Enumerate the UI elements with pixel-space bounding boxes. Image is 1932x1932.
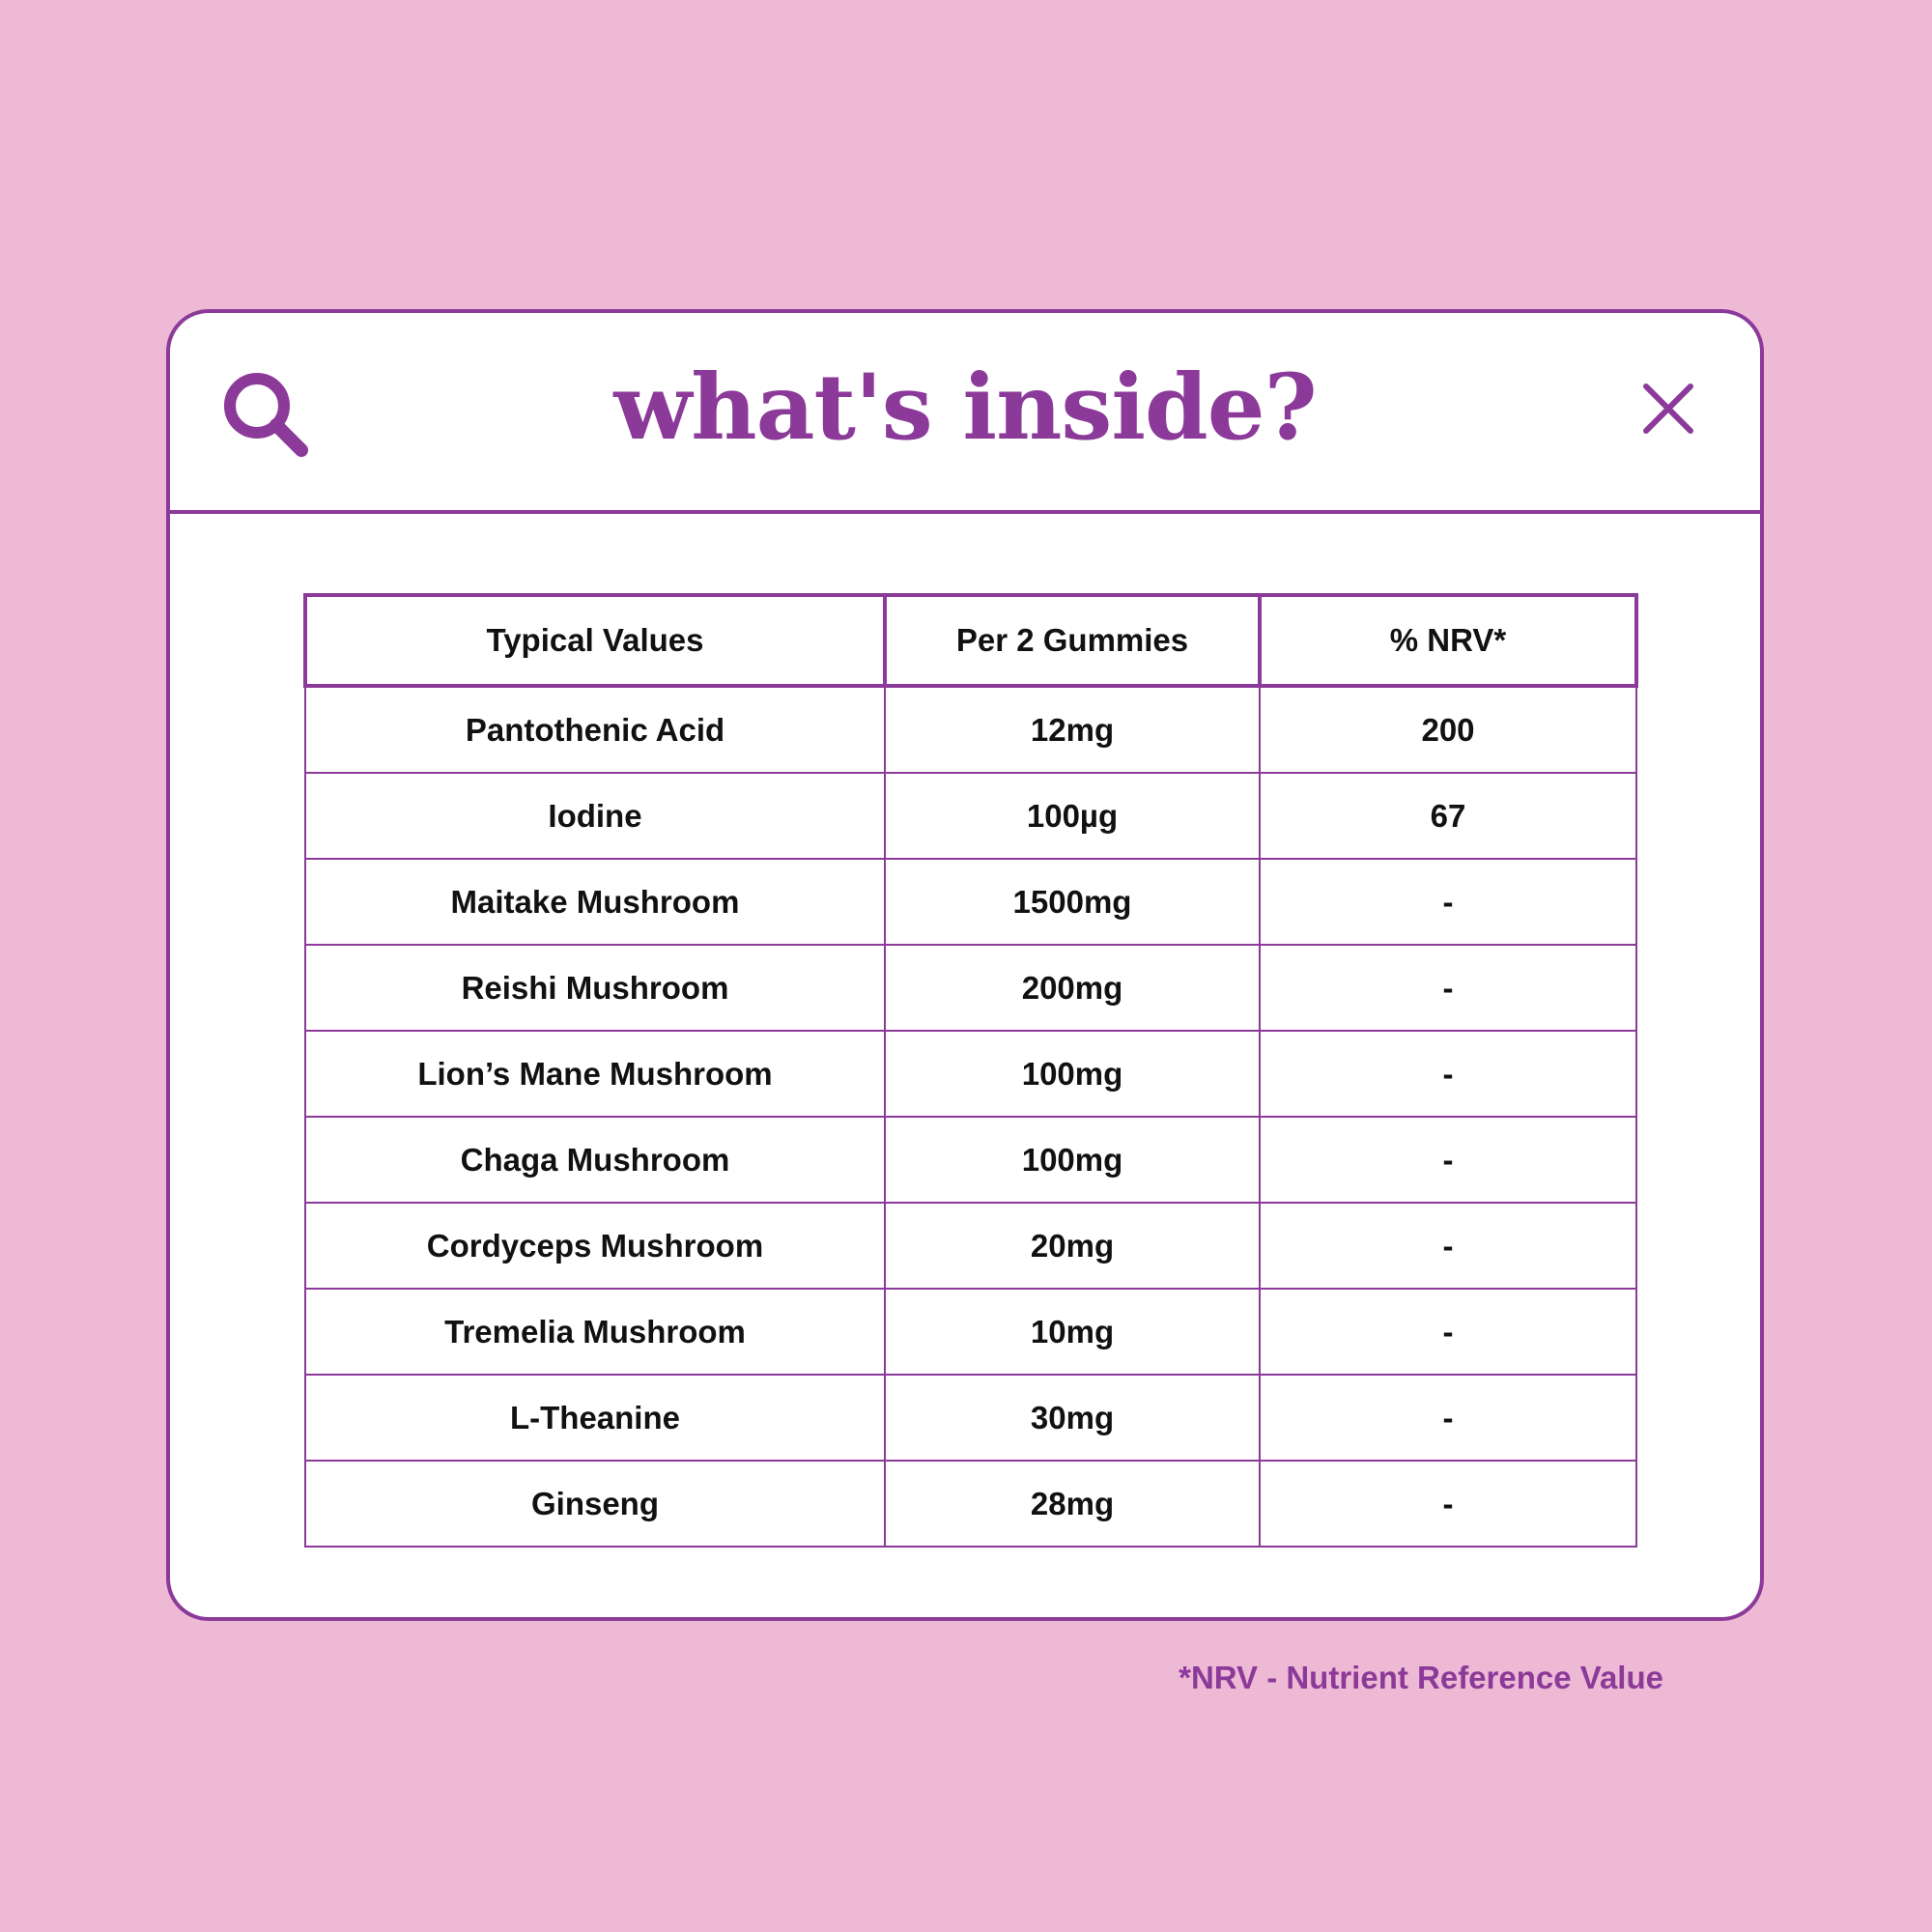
page-title: what's inside? — [613, 355, 1317, 461]
column-header-typical-values: Typical Values — [305, 595, 885, 686]
info-window — [166, 309, 1764, 1621]
table-row — [305, 859, 1636, 945]
ingredient-name: Cordyceps Mushroom — [305, 1203, 885, 1289]
nrv-percent: - — [1260, 1203, 1636, 1289]
table-row — [305, 1289, 1636, 1375]
table-row — [305, 1203, 1636, 1289]
ingredient-name: Tremelia Mushroom — [305, 1289, 885, 1375]
nrv-percent: - — [1260, 859, 1636, 945]
amount-per-2-gummies: 12mg — [885, 686, 1260, 773]
nutrition-table-container — [303, 593, 1634, 1548]
column-header-per-2-gummies: Per 2 Gummies — [885, 595, 1260, 686]
ingredient-name: L-Theanine — [305, 1375, 885, 1461]
table-row — [305, 1461, 1636, 1547]
ingredient-name: Ginseng — [305, 1461, 885, 1547]
amount-per-2-gummies: 10mg — [885, 1289, 1260, 1375]
nrv-percent: - — [1260, 1031, 1636, 1117]
nrv-percent: - — [1260, 1461, 1636, 1547]
nrv-percent: 67 — [1260, 773, 1636, 859]
column-header-nrv: % NRV* — [1260, 595, 1636, 686]
window-header — [170, 313, 1760, 514]
table-row — [305, 1117, 1636, 1203]
amount-per-2-gummies: 200mg — [885, 945, 1260, 1031]
ingredient-name: Reishi Mushroom — [305, 945, 885, 1031]
table-row — [305, 945, 1636, 1031]
table-row — [305, 773, 1636, 859]
amount-per-2-gummies: 28mg — [885, 1461, 1260, 1547]
nrv-percent: - — [1260, 1289, 1636, 1375]
amount-per-2-gummies: 20mg — [885, 1203, 1260, 1289]
ingredient-name: Lion’s Mane Mushroom — [305, 1031, 885, 1117]
amount-per-2-gummies: 100µg — [885, 773, 1260, 859]
ingredient-name: Pantothenic Acid — [305, 686, 885, 773]
nrv-percent: 200 — [1260, 686, 1636, 773]
nrv-percent: - — [1260, 1375, 1636, 1461]
table-row — [305, 1375, 1636, 1461]
ingredient-name: Chaga Mushroom — [305, 1117, 885, 1203]
ingredient-name: Iodine — [305, 773, 885, 859]
nrv-percent: - — [1260, 1117, 1636, 1203]
ingredient-name: Maitake Mushroom — [305, 859, 885, 945]
nrv-percent: - — [1260, 945, 1636, 1031]
nutrition-table — [303, 593, 1638, 1548]
table-row — [305, 686, 1636, 773]
close-icon[interactable] — [1640, 381, 1696, 437]
table-row — [305, 1031, 1636, 1117]
amount-per-2-gummies: 30mg — [885, 1375, 1260, 1461]
table-header-row — [305, 595, 1636, 686]
nrv-footnote: *NRV - Nutrient Reference Value — [1179, 1660, 1663, 1695]
amount-per-2-gummies: 100mg — [885, 1117, 1260, 1203]
amount-per-2-gummies: 100mg — [885, 1031, 1260, 1117]
amount-per-2-gummies: 1500mg — [885, 859, 1260, 945]
